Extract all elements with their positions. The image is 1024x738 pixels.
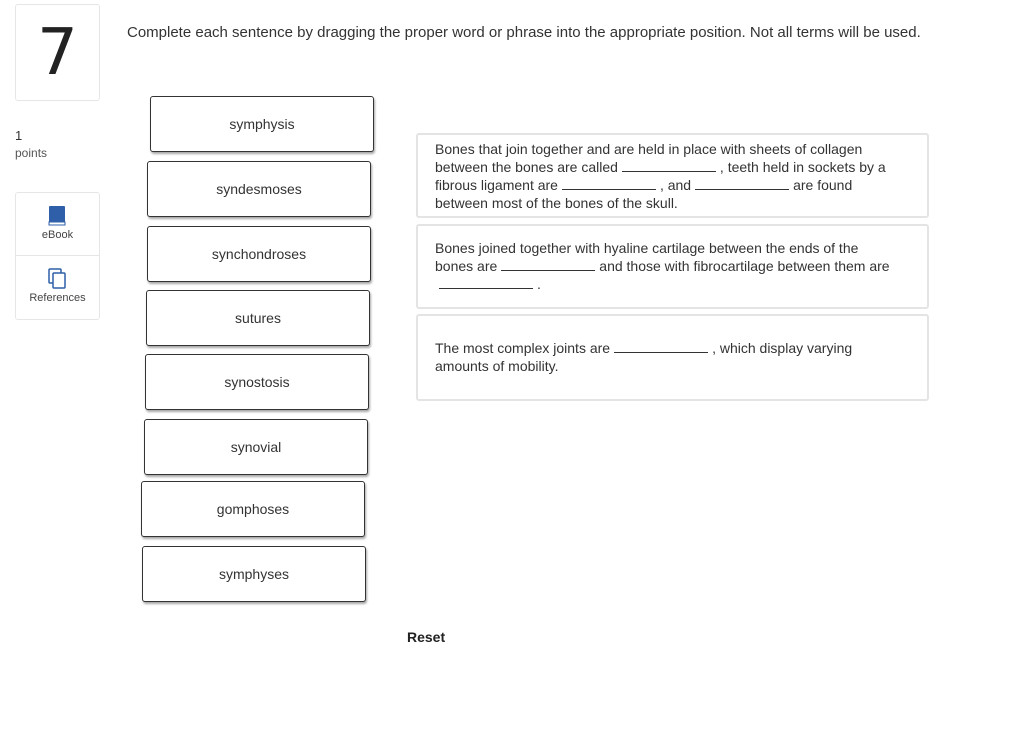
sentence-2-text (435, 239, 897, 293)
sentence-text: and those with fibrocartilage between them are (599, 258, 890, 274)
resource-panel (15, 192, 100, 320)
sentence-1-text (435, 140, 897, 212)
term-tile[interactable]: symphyses (142, 546, 366, 602)
question-number: 7 (15, 4, 100, 101)
sentence-text: , and (659, 177, 692, 193)
term-tile[interactable]: symphysis (150, 96, 374, 152)
references-button[interactable] (16, 256, 99, 318)
sentence-text: , teeth held in sockets by a fibrous ligament are (435, 159, 886, 193)
reset-button[interactable]: Reset (407, 629, 446, 645)
term-tile[interactable]: sutures (146, 290, 370, 346)
drop-target[interactable] (622, 159, 716, 172)
sentence-text: , which display varying amounts of mobility. (435, 340, 853, 374)
drop-target[interactable] (614, 340, 708, 353)
sentence-text: Bones joined together with hyaline cartilage between the ends of the bones are (435, 240, 859, 274)
ebook-label: eBook (41, 229, 74, 241)
points-label: points (15, 146, 48, 160)
term-tile[interactable]: gomphoses (141, 481, 365, 537)
sentence-text: The most complex joints are (435, 340, 611, 356)
drop-target[interactable] (501, 258, 595, 271)
term-tile[interactable]: synovial (144, 419, 368, 475)
sentence-text: Bones that join together and are held in place with sheets of collagen between the bones are called (435, 141, 863, 175)
sentence-text: . (537, 276, 541, 292)
drop-target[interactable] (695, 177, 789, 190)
drop-target[interactable] (562, 177, 656, 190)
term-tile[interactable]: synostosis (145, 354, 369, 410)
sentence-text: are found between most of the bones of the skull. (435, 177, 853, 211)
book-icon (47, 205, 67, 227)
sentence-box-3 (416, 314, 929, 401)
term-tile[interactable]: synchondroses (147, 226, 371, 282)
sentence-box-2 (416, 224, 929, 309)
drop-target[interactable] (439, 276, 533, 289)
sentence-box-1 (416, 133, 929, 218)
copy-icon (47, 268, 67, 290)
ebook-button[interactable] (16, 193, 99, 256)
term-tile[interactable]: syndesmoses (147, 161, 371, 217)
sentence-3-text (435, 339, 897, 375)
instructions: Complete each sentence by dragging the proper word or phrase into the appropriate position. Not all terms will be used. (127, 24, 921, 41)
points-value: 1 (15, 128, 23, 143)
references-label: References (29, 292, 86, 304)
